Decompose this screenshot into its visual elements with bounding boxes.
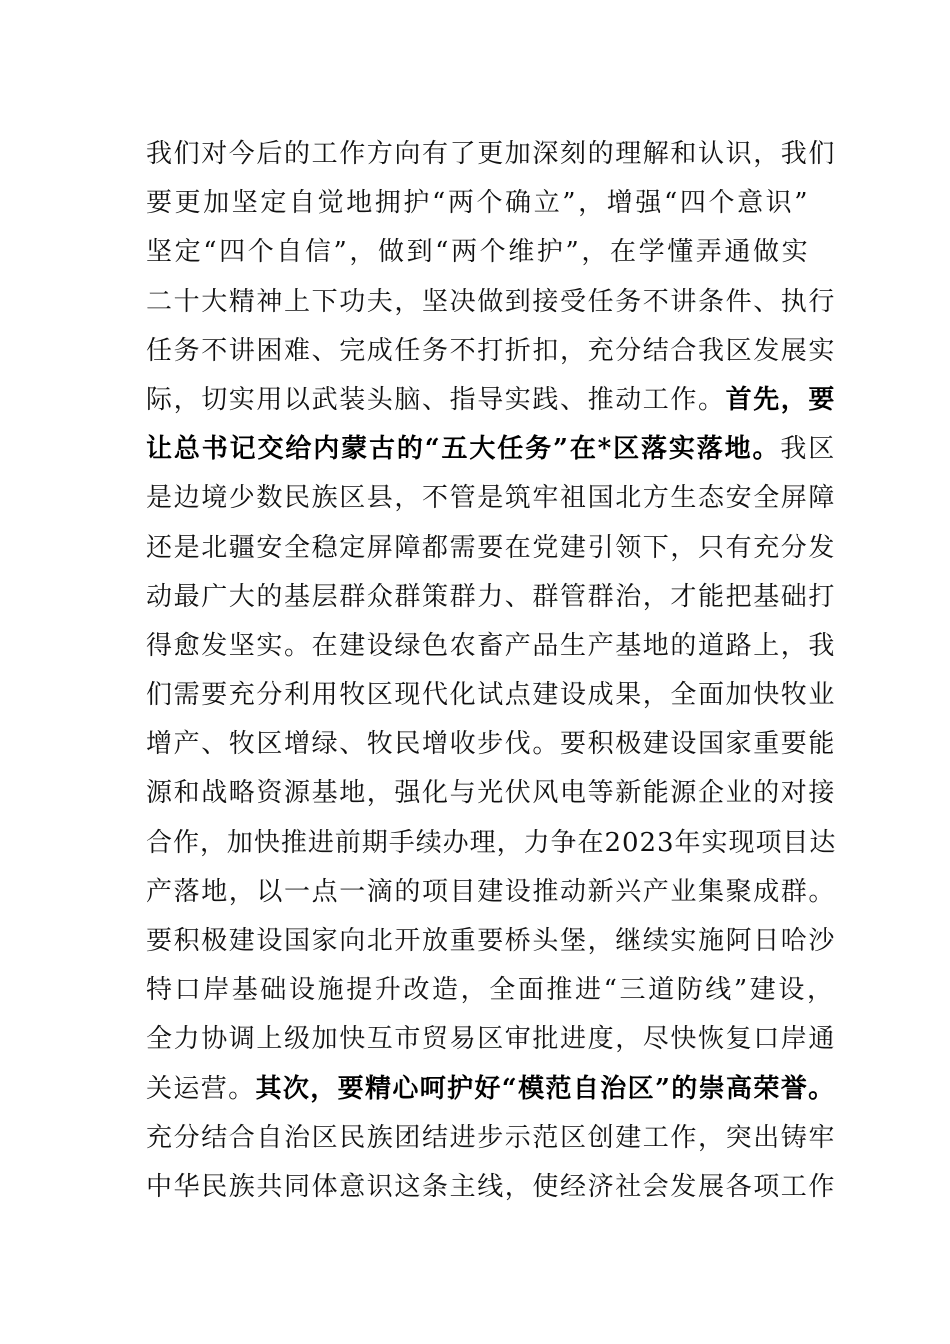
text-run: 我们对今后的工作方向有了更加深刻的理解和认识，我们 [146,139,837,169]
text-run: 源和战略资源基地，强化与光伏风电等新能源企业的对接 [146,778,837,809]
text-run: 坚定“四个自信”，做到“两个维护”，在学懂弄通做实 [146,237,811,268]
text-run: 我区 [780,434,837,465]
text-run: 动最广大的基层群众群策群力、群管群治，才能把基础打 [146,581,837,612]
body-text [146,130,836,1212]
text-line [146,474,836,523]
text-run: 产落地，以一点一滴的项目建设推动新兴产业集聚成群。 [146,876,837,907]
text-line [146,376,836,425]
text-line [146,179,836,228]
text-line [146,228,836,277]
text-run: 要积极建设国家向北开放重要桥头堡，继续实施阿日哈沙 [146,926,837,956]
text-run: 要更加坚定自觉地拥护“两个确立”，增强“四个意识” [146,188,811,219]
text-line [146,1114,836,1163]
text-line [146,1065,836,1114]
text-line [146,622,836,671]
text-run: 任务不讲困难、完成任务不打折扣，充分结合我区发展实 [146,335,837,366]
text-run: 际，切实用以武装头脑、指导实践、推动工作。 [146,384,726,415]
text-run: 合作，加快推进前期手续办理，力争在2023年实现项目达 [146,827,837,858]
bold-text-run: 首先，要 [725,384,837,415]
bold-text-run: 其次，要精心呵护好“模范自治区”的崇高荣誉。 [255,1073,836,1104]
text-run: 中华民族共同体意识这条主线，使经济社会发展各项工作 [146,1171,837,1202]
text-run: 充分结合自治区民族团结进步示范区创建工作，突出铸牢 [146,1122,837,1153]
bold-text-run: 让总书记交给内蒙古的“五大任务”在*区落实落地。 [146,434,781,465]
text-line [146,966,836,1015]
text-line [146,278,836,327]
text-run: 全力协调上级加快互市贸易区审批进度，尽快恢复口岸通 [146,1024,837,1055]
text-line [146,425,836,474]
text-run: 得愈发坚实。在建设绿色农畜产品生产基地的道路上，我 [146,630,837,661]
text-line [146,573,836,622]
text-line [146,130,836,179]
text-line [146,819,836,868]
text-run: 还是北疆安全稳定屏障都需要在党建引领下，只有充分发 [146,532,837,563]
text-run: 特口岸基础设施提升改造，全面推进“三道防线”建设， [146,975,836,1006]
text-run: 增产、牧区增绿、牧民增收步伐。要积极建设国家重要能 [146,729,837,760]
text-line [146,720,836,769]
text-line [146,769,836,818]
text-line [146,1015,836,1064]
text-line [146,671,836,720]
text-line [146,868,836,917]
text-run: 是边境少数民族区县，不管是筑牢祖国北方生态安全屏障 [146,483,837,514]
text-run: 二十大精神上下功夫，坚决做到接受任务不讲条件、执行 [146,286,837,317]
text-line [146,1163,836,1212]
text-run: 们需要充分利用牧区现代化试点建设成果，全面加快牧业 [146,680,837,711]
text-run: 关运营。 [146,1073,256,1104]
text-line [146,917,836,966]
text-line [146,524,836,573]
text-line [146,327,836,376]
